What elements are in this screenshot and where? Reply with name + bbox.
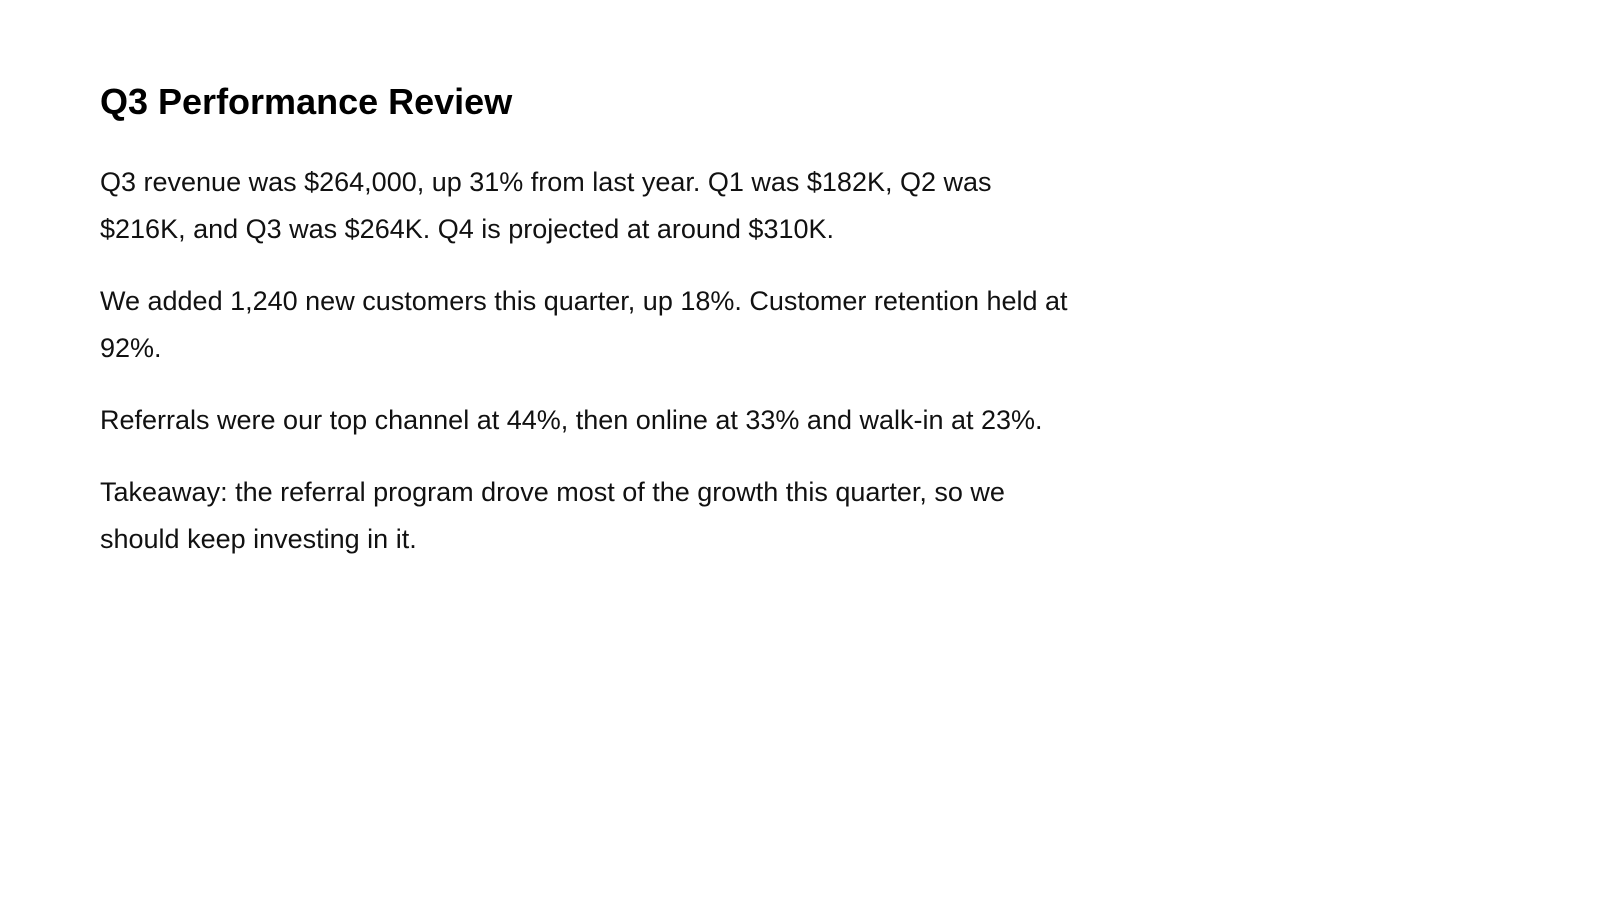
paragraph-customers: We added 1,240 new customers this quarter, up 18%. Customer retention held at 92%. bbox=[100, 286, 1068, 363]
paragraph-channels: Referrals were our top channel at 44%, then online at 33% and walk-in at 23%. bbox=[100, 405, 1043, 435]
document-body bbox=[100, 159, 1070, 563]
page-title: Q3 Performance Review bbox=[100, 81, 513, 122]
paragraph-revenue: Q3 revenue was $264,000, up 31% from last year. Q1 was $182K, Q2 was $216K, and Q3 was $264K. Q4 is projected at around $310K. bbox=[100, 167, 992, 244]
paragraph-takeaway: Takeaway: the referral program drove most of the growth this quarter, so we should keep investing in it. bbox=[100, 477, 1005, 554]
